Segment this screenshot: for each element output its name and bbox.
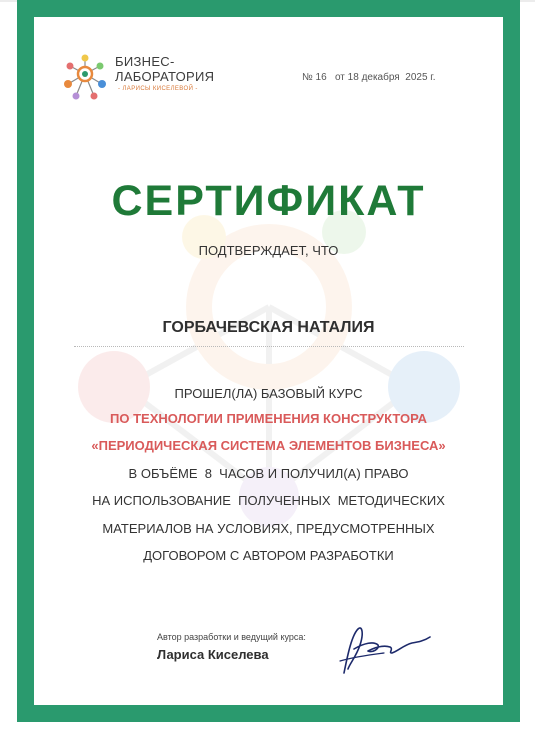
certificate-title: СЕРТИФИКАТ <box>111 177 426 225</box>
document-number: № 16 от 18 декабря 2025 г. <box>302 72 436 83</box>
course-name-line: ПО ТЕХНОЛОГИИ ПРИМЕНЕНИЯ КОНСТРУКТОРА <box>110 411 427 426</box>
certificate-border <box>17 0 520 722</box>
body-line: НА ИСПОЛЬЗОВАНИЕ ПОЛУЧЕННЫХ МЕТОДИЧЕСКИХ <box>92 493 445 508</box>
certificate-body <box>34 17 503 705</box>
molecule-logo-icon <box>60 52 110 102</box>
logo-text-line2: ЛАБОРАТОРИЯ <box>115 69 215 84</box>
body-line: ДОГОВОРОМ С АВТОРОМ РАЗРАБОТКИ <box>143 548 394 563</box>
confirms-text: ПОДТВЕРЖДАЕТ, ЧТО <box>198 243 339 258</box>
recipient-name: ГОРБАЧЕВСКАЯ НАТАЛИЯ <box>162 319 375 336</box>
body-line: ПРОШЕЛ(ЛА) БАЗОВЫЙ КУРС <box>174 386 363 401</box>
author-name: Лариса Киселева <box>157 647 269 662</box>
body-line: В ОБЪЁМЕ 8 ЧАСОВ И ПОЛУЧИЛ(А) ПРАВО <box>128 466 409 481</box>
course-name-line: «ПЕРИОДИЧЕСКАЯ СИСТЕМА ЭЛЕМЕНТОВ БИЗНЕСА» <box>91 438 446 453</box>
name-divider <box>74 346 464 347</box>
company-logo <box>60 50 215 100</box>
logo-text-line1: БИЗНЕС- <box>115 54 175 69</box>
handwritten-signature <box>334 623 434 679</box>
logo-text-line3: - ЛАРИСЫ КИСЕЛЕВОЙ - <box>118 86 198 92</box>
body-line: МАТЕРИАЛОВ НА УСЛОВИЯХ, ПРЕДУСМОТРЕННЫХ <box>102 521 435 536</box>
author-caption: Автор разработки и ведущий курса: <box>157 632 306 642</box>
